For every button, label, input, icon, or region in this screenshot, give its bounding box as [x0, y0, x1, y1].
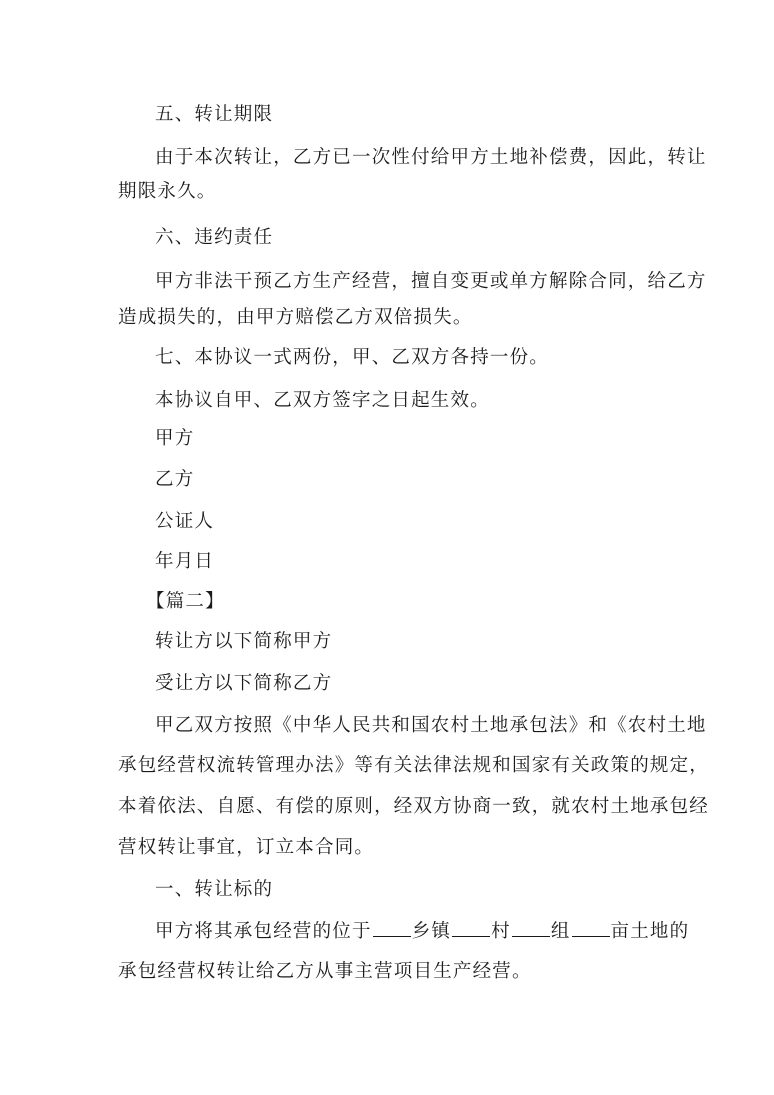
- paragraph-line: 造成损失的，由甲方赔偿乙方双倍损失。: [118, 307, 473, 328]
- paragraph-line: 甲乙双方按照《中华人民共和国农村土地承包法》和《农村土地: [155, 715, 707, 736]
- text-segment: 甲方将其承包经营的位于: [155, 921, 372, 942]
- text-segment: 村: [491, 921, 511, 942]
- signature-notary: 公证人: [155, 511, 215, 532]
- paragraph-line: 期限永久。: [118, 181, 217, 202]
- blank-field-village[interactable]: [452, 918, 490, 937]
- paragraph-line: 营权转让事宜，订立本合同。: [118, 837, 375, 858]
- paragraph-line: 七、本协议一式两份，甲、乙双方各持一份。: [155, 347, 550, 368]
- blank-field-group[interactable]: [512, 918, 550, 937]
- paragraph-line: 本协议自甲、乙双方签字之日起生效。: [155, 390, 490, 411]
- paragraph-line: 承包经营权流转管理办法》等有关法律法规和国家有关政策的规定，: [118, 755, 710, 776]
- section-title-part-two: 【篇二】: [146, 591, 225, 612]
- signature-party-a: 甲方: [155, 428, 195, 449]
- paragraph-line: 本着依法、自愿、有偿的原则，经双方协商一致，就农村土地承包经: [118, 796, 710, 817]
- text-segment: 组: [550, 921, 571, 942]
- section-heading-subject: 一、转让标的: [155, 879, 274, 900]
- paragraph-line: 由于本次转让，乙方已一次性付给甲方土地补偿费，因此，转让: [155, 147, 707, 168]
- paragraph-line: 甲方非法干预乙方生产经营，擅自变更或单方解除合同，给乙方: [155, 271, 707, 292]
- paragraph-line: 承包经营权转让给乙方从事主营项目生产经营。: [118, 961, 532, 982]
- paragraph-line: 转让方以下简称甲方: [155, 631, 333, 652]
- blank-field-township[interactable]: [373, 918, 411, 937]
- text-segment: 乡镇: [411, 921, 452, 942]
- paragraph-line-with-blanks: [155, 918, 700, 944]
- text-segment: 亩土地的: [610, 921, 690, 942]
- section-heading-liability: 六、违约责任: [155, 227, 274, 248]
- signature-date: 年月日: [155, 551, 215, 572]
- signature-party-b: 乙方: [155, 469, 195, 490]
- section-heading-term: 五、转让期限: [155, 104, 274, 125]
- paragraph-line: 受让方以下简称乙方: [155, 673, 333, 694]
- blank-field-area[interactable]: [572, 918, 610, 937]
